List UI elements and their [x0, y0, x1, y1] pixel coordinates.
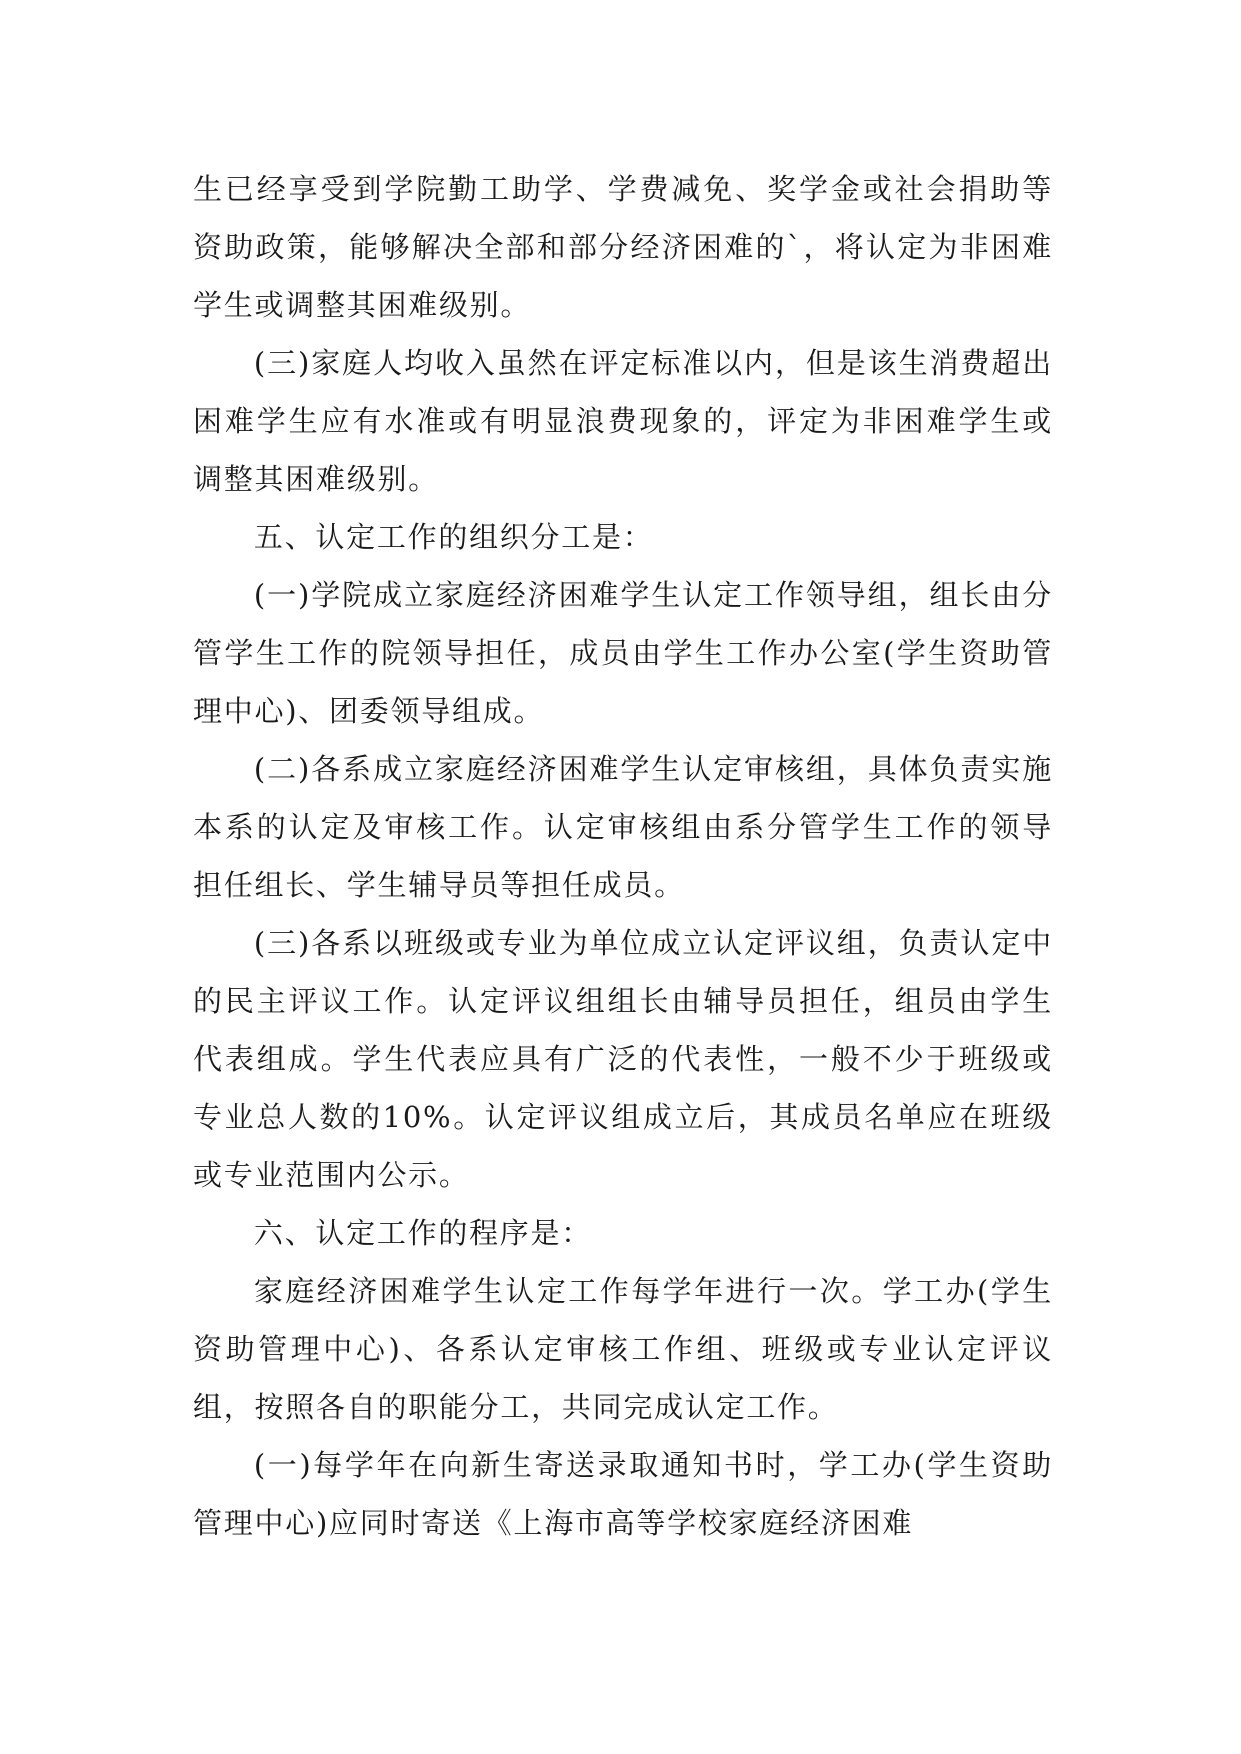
paragraph-item-3-consumption: (三)家庭人均收入虽然在评定标准以内，但是该生消费超出困难学生应有水准或有明显浪费现象的，评定为非困难学生或调整其困难级别。 — [193, 346, 1053, 496]
paragraph-procedure-intro: 家庭经济困难学生认定工作每学年进行一次。学工办(学生资助管理中心)、各系认定审核工作组、班级或专业认定评议组，按照各自的职能分工，共同完成认定工作。 — [193, 1274, 1053, 1424]
section-heading-6: 六、认定工作的程序是： — [253, 1216, 593, 1250]
paragraph-continuation: 生已经享受到学院勤工助学、学费减免、奖学金或社会捐助等资助政策，能够解决全部和部分经济困难的`，将认定为非困难学生或调整其困难级别。 — [193, 172, 1053, 322]
paragraph-item-1-leadership-group: (一)学院成立家庭经济困难学生认定工作领导组，组长由分管学生工作的院领导担任，成员由学生工作办公室(学生资助管理中心)、团委领导组成。 — [193, 578, 1053, 728]
paragraph-procedure-item-1: (一)每学年在向新生寄送录取通知书时，学工办(学生资助管理中心)应同时寄送《上海市高等学校家庭经济困难 — [193, 1448, 1053, 1540]
document-body — [193, 160, 1053, 1552]
paragraph-item-2-review-group: (二)各系成立家庭经济困难学生认定审核组，具体负责实施本系的认定及审核工作。认定审核组由系分管学生工作的领导担任组长、学生辅导员等担任成员。 — [193, 752, 1053, 902]
paragraph-item-3-evaluation-group: (三)各系以班级或专业为单位成立认定评议组，负责认定中的民主评议工作。认定评议组组长由辅导员担任，组员由学生代表组成。学生代表应具有广泛的代表性，一般不少于班级或专业总人数的10%。认定评议组成立后，其成员名单应在班级或专业范围内公示。 — [193, 926, 1053, 1192]
section-heading-5: 五、认定工作的组织分工是： — [253, 520, 654, 554]
